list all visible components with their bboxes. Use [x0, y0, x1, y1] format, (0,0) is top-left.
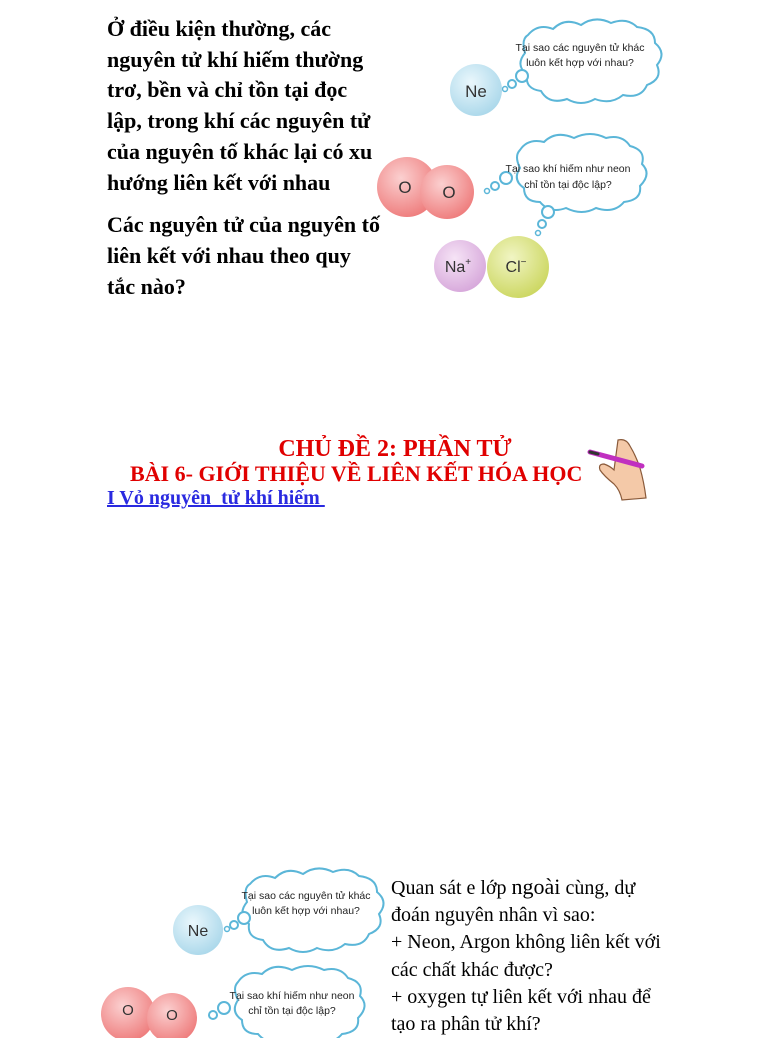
section-heading-link[interactable]: I Vỏ nguyên tử khí hiếm — [107, 487, 325, 509]
oxygen-atom-label-2: O — [442, 183, 456, 202]
observation-line-1c: cùng, dự đoán nguyên nhân vì sao: — [391, 877, 636, 927]
sodium-charge: + — [465, 257, 472, 268]
sodium-label: Na — [444, 259, 466, 276]
oxygen-bottom-label-2: O — [166, 1007, 178, 1024]
atoms-figure-top — [400, 20, 670, 310]
neon-atom — [450, 64, 502, 116]
observation-line-1 — [391, 873, 671, 929]
intro-paragraph-1: Ở điều kiện thường, các nguyên tử khí hiếm thường trơ, bền và chỉ tồn tại đọc lập, trong khí các nguyên tử của nguyên tố khác lại có xu hướng liên kết với nhau — [107, 16, 373, 195]
atoms-figure-bottom — [100, 868, 390, 1024]
neon-atom-label: Ne — [465, 82, 487, 101]
bubble-2-line-1: Tại sao khí hiếm như neon — [505, 163, 631, 175]
observation-line-1b: ngoài — [511, 874, 561, 899]
oxygen-molecule — [377, 157, 474, 219]
observation-line-2: + Neon, Argon không liên kết với các chất khác được? — [391, 931, 661, 981]
neon-atom-bottom — [173, 905, 223, 955]
bubble-1-line-1: Tại sao các nguyên tử khác — [515, 42, 645, 54]
neon-atom-bottom-label: Ne — [187, 923, 209, 940]
bubble-1-line-2: luôn kết hợp với nhau? — [526, 57, 634, 69]
thought-bubble-2-bottom — [209, 966, 365, 1038]
bubble-2-bottom-line-1: Tại sao khí hiếm như neon — [229, 990, 355, 1002]
intro-paragraph-2: Các nguyên tử của nguyên tố liên kết với nhau theo quy tắc nào? — [107, 212, 380, 299]
hand-writing-icon — [588, 436, 648, 502]
observation-text — [391, 873, 671, 1038]
oxygen-molecule-bottom — [101, 987, 197, 1038]
chlorine-charge: − — [520, 257, 527, 268]
sodium-chloride — [434, 236, 549, 298]
thought-bubble-1-bottom — [225, 868, 384, 952]
observation-line-1a: Quan sát e lớp — [391, 877, 512, 899]
observation-line-3: + oxygen tự liên kết với nhau để tạo ra phân tử khí? — [391, 985, 651, 1036]
chlorine-label: Cl — [505, 259, 521, 276]
bubble-1-bottom-line-2: luôn kết hợp với nhau? — [252, 905, 360, 917]
thought-bubble-1 — [503, 19, 662, 103]
oxygen-atom-label-1: O — [398, 178, 412, 197]
oxygen-bottom-label-1: O — [122, 1002, 134, 1019]
bubble-2-line-2: chỉ tồn tại độc lập? — [524, 179, 612, 191]
bubble-2-bottom-line-2: chỉ tồn tại độc lập? — [248, 1005, 336, 1017]
bubble-1-bottom-line-1: Tại sao các nguyên tử khác — [241, 890, 371, 902]
thought-bubble-2 — [485, 134, 647, 236]
lesson-title: BÀI 6- GIỚI THIỆU VỀ LIÊN KẾT HÓA HỌC — [130, 461, 583, 486]
intro-text — [107, 14, 382, 314]
topic-title: CHỦ ĐỀ 2: PHẦN TỬ — [278, 436, 512, 462]
